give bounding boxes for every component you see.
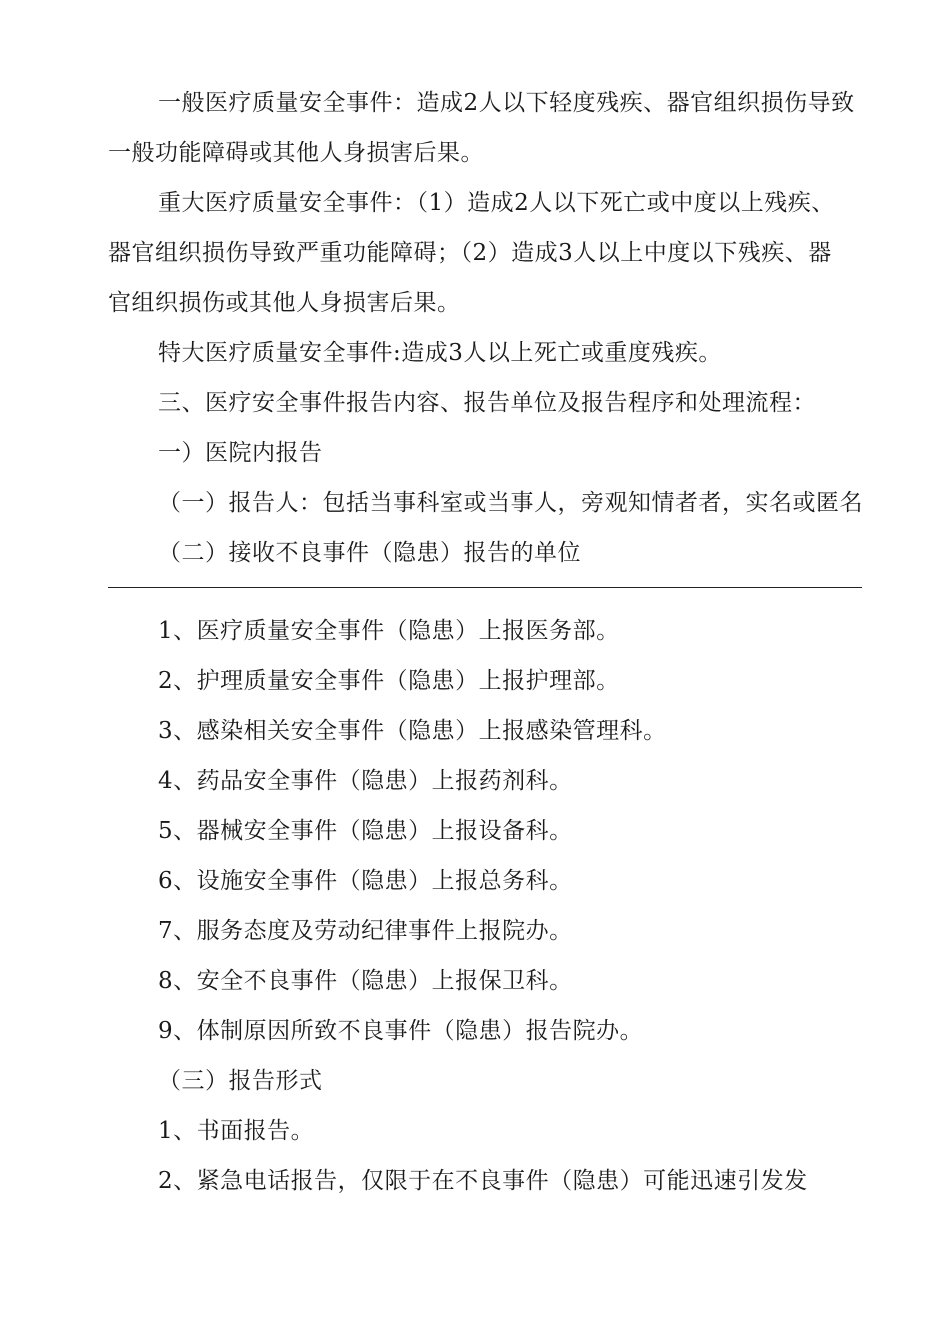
report-form-item-phone: 2、紧急电话报告，仅限于在不良事件（隐患）可能迅速引发发	[158, 1168, 808, 1194]
unit-list-item: 5、器械安全事件（隐患）上报设备科。	[158, 818, 573, 844]
item-receiving-units: （二）接收不良事件（隐患）报告的单位	[158, 540, 581, 566]
unit-list-item: 4、药品安全事件（隐患）上报药剂科。	[158, 768, 573, 794]
subsection-internal-report: 一）医院内报告	[158, 440, 323, 466]
unit-list-item: 1、医疗质量安全事件（隐患）上报医务部。	[158, 618, 620, 644]
unit-list-item: 6、设施安全事件（隐患）上报总务科。	[158, 868, 573, 894]
unit-list-item: 7、服务态度及劳动纪律事件上报院办。	[158, 918, 573, 944]
unit-list-item: 8、安全不良事件（隐患）上报保卫科。	[158, 968, 573, 994]
paragraph-major-event-line2: 器官组织损伤导致严重功能障碍；（2）造成3人以上中度以下残疾、器	[108, 240, 832, 266]
report-form-item-written: 1、书面报告。	[158, 1118, 315, 1144]
unit-list-item: 2、护理质量安全事件（隐患）上报护理部。	[158, 668, 620, 694]
paragraph-general-event-line1: 一般医疗质量安全事件：造成2人以下轻度残疾、器官组织损伤导致	[158, 90, 855, 116]
item-reporter: （一）报告人：包括当事科室或当事人，旁观知情者者，实名或匿名	[158, 490, 863, 516]
paragraph-major-event-line1: 重大医疗质量安全事件：（1）造成2人以下死亡或中度以上残疾、	[158, 190, 835, 216]
section-heading-3: 三、医疗安全事件报告内容、报告单位及报告程序和处理流程：	[158, 390, 816, 416]
paragraph-severe-event: 特大医疗质量安全事件:造成3人以上死亡或重度残疾。	[158, 340, 722, 366]
report-form-heading: （三）报告形式	[158, 1068, 323, 1094]
paragraph-major-event-line3: 官组织损伤或其他人身损害后果。	[108, 290, 461, 316]
paragraph-general-event-line2: 一般功能障碍或其他人身损害后果。	[108, 140, 484, 166]
unit-list-item: 3、感染相关安全事件（隐患）上报感染管理科。	[158, 718, 667, 744]
unit-list-item: 9、体制原因所致不良事件（隐患）报告院办。	[158, 1018, 644, 1044]
horizontal-divider	[108, 587, 862, 588]
